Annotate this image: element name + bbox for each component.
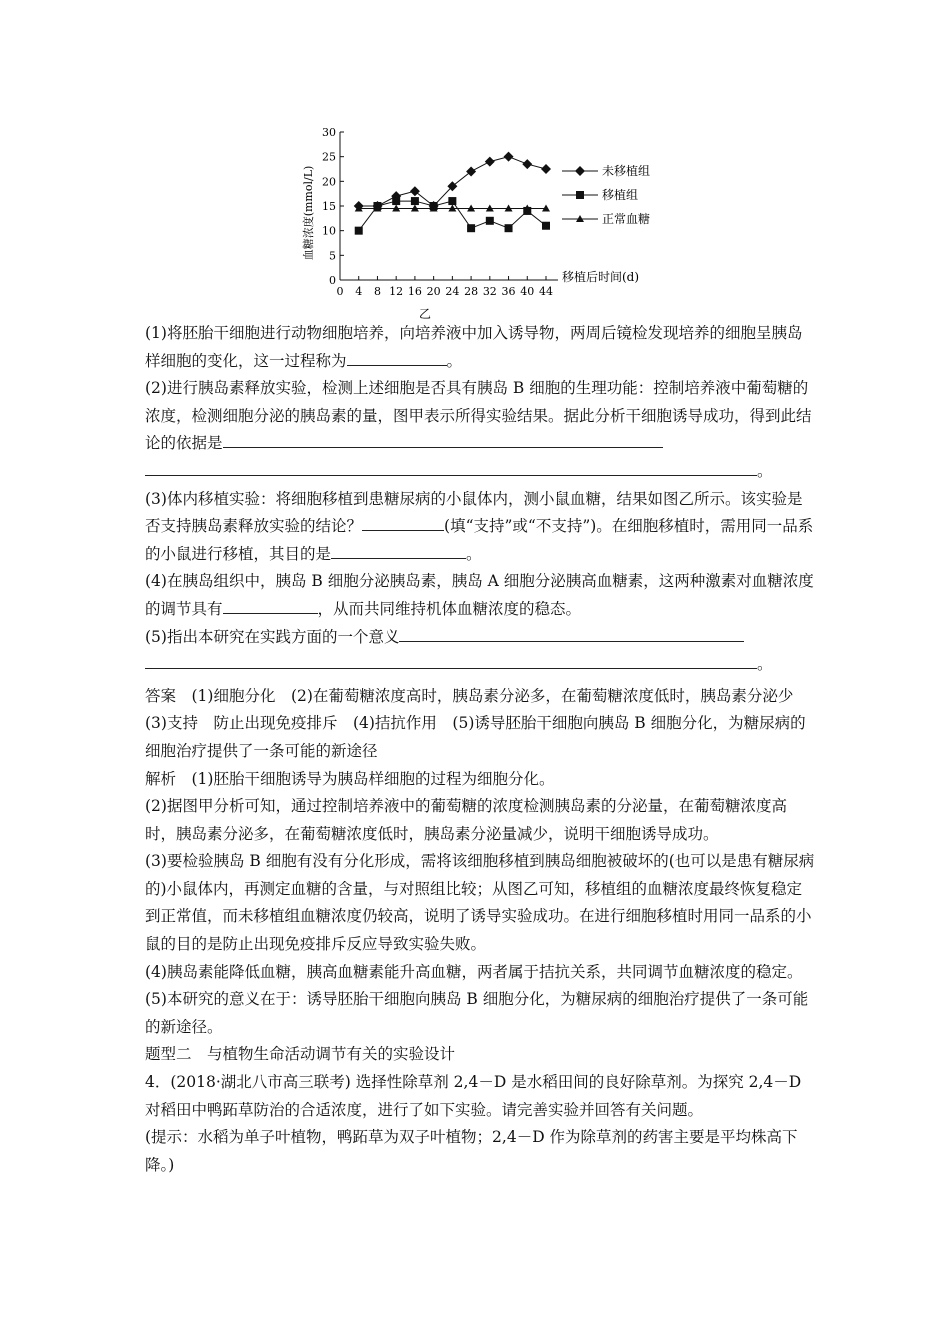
question-4-text-b: ，从而共同维持机体血糖浓度的稳态。 xyxy=(317,599,582,618)
diamond-marker xyxy=(485,157,495,167)
x-tick-label: 12 xyxy=(389,285,404,298)
section-title: 题型二 与植物生命活动调节有关的实验设计 xyxy=(145,1045,456,1064)
x-tick-label: 8 xyxy=(373,285,381,298)
square-marker xyxy=(355,227,363,235)
answer-block: 答案 (1)细胞分化 (2)在葡萄糖浓度高时，胰岛素分泌多，在葡萄糖浓度低时，胰岛素分泌少 (3)支持 防止出现免疫排斥 (4)拮抗作用 (5)诱导胚胎干细胞向胰岛 B 细胞分化，为糖尿病的细胞治疗提供了一条可能的新途径 xyxy=(145,686,809,760)
analysis-4: (4)胰岛素能降低血糖，胰高血糖素能升高血糖，两者属于拮抗关系，共同调节血糖浓度的稳定。 xyxy=(145,962,803,981)
answer-blank-2b[interactable] xyxy=(145,459,757,476)
question-1-text: (1)将胚胎干细胞进行动物细胞培养，向培养液中加入诱导物，两周后镜检发现培养的细胞呈胰岛样细胞的变化，这一过程称为 xyxy=(145,324,803,370)
legend-label: 移植组 xyxy=(602,188,639,202)
answer-blank-1[interactable] xyxy=(347,349,447,366)
question-3-text-a: (3)体内移植实验：将细胞移植到患糖尿病的小鼠体内，测小鼠血糖，结果如图乙所示。该实验是否支持胰岛素释放实验的结论？ xyxy=(145,489,803,536)
question-3-end: 。 xyxy=(466,544,482,563)
y-tick-label: 15 xyxy=(322,200,336,213)
y-tick-label: 5 xyxy=(329,249,336,263)
diamond-marker xyxy=(522,159,532,169)
x-tick-label: 16 xyxy=(407,285,422,298)
square-marker xyxy=(392,197,400,205)
question-2-end: 。 xyxy=(757,461,773,480)
question-2 xyxy=(145,375,815,485)
analysis-3: (3)要检验胰岛 B 细胞有没有分化形成，需将该细胞移植到胰岛细胞被破坏的(也可以是患有糖尿病的)小鼠体内，再测定血糖的含量，与对照组比较；从图乙可知，移植组的血糖浓度最终恢复稳定到正常值，而未移植组血糖浓度仍较高，说明了诱导实验成功。在进行细胞移植时用同一品系的小鼠的目的是防止出现免疫排斥反应导致实验失败。 xyxy=(145,852,815,954)
x-tick-label: 0 xyxy=(336,285,344,298)
square-marker xyxy=(486,217,494,225)
x-tick-label: 44 xyxy=(539,285,553,298)
answer-blank-5a[interactable] xyxy=(399,625,744,642)
square-marker xyxy=(448,197,456,205)
question-5-end: 。 xyxy=(757,655,773,674)
question-3 xyxy=(145,486,815,569)
question-4 xyxy=(145,568,815,623)
x-tick-label: 36 xyxy=(501,285,516,298)
chart-series xyxy=(354,152,551,235)
y-tick-label: 25 xyxy=(322,150,336,164)
diamond-marker xyxy=(410,186,420,196)
x-tick-label: 28 xyxy=(464,285,479,298)
analysis-2: (2)据图甲分析可知，通过控制培养液中的葡萄糖的浓度检测胰岛素的分泌量，在葡萄糖浓度高时，胰岛素分泌多，在葡萄糖浓度低时，胰岛素分泌量减少，说明干细胞诱导成功。 xyxy=(145,797,787,843)
x-tick-label: 20 xyxy=(426,285,441,298)
answer-blank-3b[interactable] xyxy=(331,542,466,559)
square-marker xyxy=(576,191,584,199)
y-tick-label: 20 xyxy=(322,175,336,189)
question-4-text-a: (4)在胰岛组织中，胰岛 B 细胞分泌胰岛素，胰岛 A 细胞分泌胰高血糖素，这两种激素对血糖浓度的调节具有 xyxy=(145,572,814,618)
analysis-5: (5)本研究的意义在于：诱导胚胎干细胞向胰岛 B 细胞分化，为糖尿病的细胞治疗提供了一条可能的新途径。 xyxy=(145,990,809,1036)
x-tick-label: 4 xyxy=(355,285,363,298)
question-5-text: (5)指出本研究在实践方面的一个意义 xyxy=(145,627,400,646)
blood-glucose-chart xyxy=(290,118,690,323)
x-tick-label: 32 xyxy=(482,285,497,298)
diamond-marker xyxy=(541,164,551,174)
y-axis-label: 血糖浓度(mmol/L) xyxy=(302,165,315,261)
diamond-marker xyxy=(466,166,476,176)
x-axis-label: 移植后时间(d) xyxy=(562,270,640,284)
question-5 xyxy=(145,624,815,679)
square-marker xyxy=(467,224,475,232)
y-tick-label: 0 xyxy=(329,274,336,287)
question-4-next: 4．(2018·湖北八市高三联考) 选择性除草剂 2,4－D 是水稻田间的良好除草剂。为探究 2,4－D 对稻田中鸭跖草防治的合适浓度，进行了如下实验。请完善实验并回答有关问题。 xyxy=(145,1073,802,1119)
square-marker xyxy=(411,197,419,205)
chart-legend xyxy=(562,163,650,226)
chart-caption: 乙 xyxy=(418,307,432,321)
y-tick-label: 30 xyxy=(322,126,336,139)
chart-ticks xyxy=(322,126,553,298)
analysis-1: 解析 (1)胚胎干细胞诱导为胰岛样细胞的过程为细胞分化。 xyxy=(145,769,555,788)
x-tick-label: 24 xyxy=(445,285,460,298)
square-marker xyxy=(542,222,550,230)
diamond-marker xyxy=(504,152,514,162)
answer-blank-5b[interactable] xyxy=(145,652,757,669)
document-body xyxy=(145,320,815,1179)
answer-blank-3a[interactable] xyxy=(362,514,444,531)
legend-label: 正常血糖 xyxy=(602,212,651,226)
answer-blank-2a[interactable] xyxy=(223,431,663,448)
hint: (提示：水稻为单子叶植物，鸭跖草为双子叶植物；2,4－D 作为除草剂的药害主要是平均株高下降。) xyxy=(145,1128,798,1174)
y-tick-label: 10 xyxy=(322,224,336,238)
x-tick-label: 40 xyxy=(520,285,535,298)
legend-label: 未移植组 xyxy=(602,164,651,178)
diamond-marker xyxy=(575,166,585,176)
question-1-end: 。 xyxy=(446,351,463,370)
square-marker xyxy=(505,224,513,232)
question-1 xyxy=(145,320,815,375)
question-2-text: (2)进行胰岛素释放实验，检测上述细胞是否具有胰岛 B 细胞的生理功能：控制培养液中葡萄糖的浓度，检测细胞分泌的胰岛素的量，图甲表示所得实验结果。据此分析干细胞诱导成功，得到此结论的依据是 xyxy=(145,379,812,453)
question-3-text-b: (填“支持”或“不支持”)。在细胞移植时，需用同一品系的小鼠进行移植，其目的是 xyxy=(145,517,814,563)
answer-blank-4[interactable] xyxy=(223,597,318,614)
